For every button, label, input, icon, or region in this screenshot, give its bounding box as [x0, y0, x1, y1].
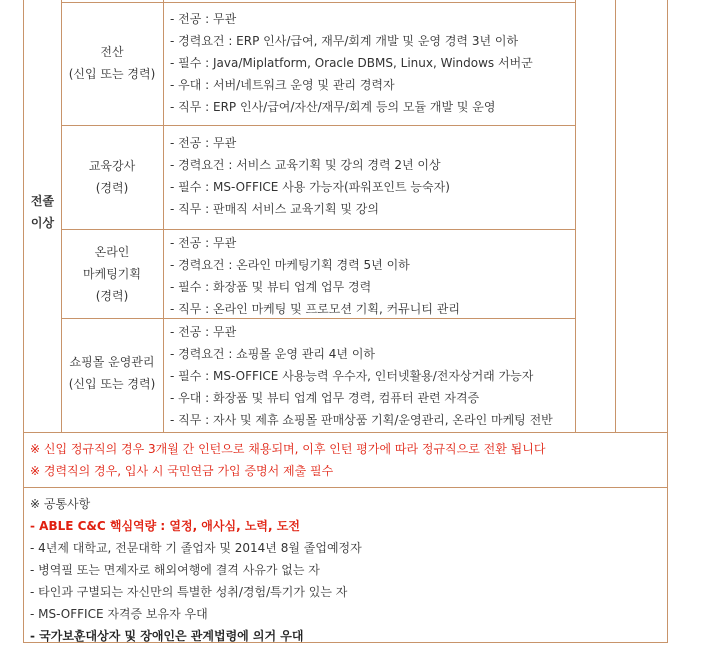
requirement-item: - 경력요건 : ERP 인사/급여, 재무/회계 개발 및 운영 경력 3년 이하 [170, 34, 519, 48]
divider [163, 0, 164, 432]
requirement-item: - 전공 : 무관 [170, 325, 237, 339]
position-title: 전산 [100, 45, 124, 59]
divider [61, 229, 576, 230]
position-label [62, 152, 162, 202]
common-heading: ※ 공통사항 [30, 497, 91, 511]
requirements-list [170, 132, 575, 220]
requirements-list [170, 8, 575, 118]
position-subtitle: (경력) [95, 181, 129, 195]
position-subtitle: (신입 또는 경력) [68, 377, 156, 391]
core-competency: - ABLE C&C 핵심역량 : 열정, 애사심, 노력, 도전 [30, 519, 300, 533]
notice-line: ※ 신입 정규직의 경우 3개월 간 인턴으로 채용되며, 이후 인턴 평가에 따라 정규직으로 전환 됩니다 [30, 442, 546, 456]
requirement-item: - 직무 : ERP 인사/급여/자산/재무/회계 등의 모듈 개발 및 운영 [170, 100, 496, 114]
notice-line: ※ 경력직의 경우, 입사 시 국민연금 가입 증명서 제출 필수 [30, 464, 334, 478]
divider [23, 487, 668, 488]
requirement-item: - 경력요건 : 온라인 마케팅기획 경력 5년 이하 [170, 258, 410, 272]
requirement-item: - 필수 : 화장품 및 뷰티 업계 업무 경력 [170, 280, 372, 294]
divider [575, 0, 576, 432]
common-item: - 병역필 또는 면제자로 해외여행에 결격 사유가 없는 자 [30, 563, 320, 577]
position-subtitle: (신입 또는 경력) [68, 67, 156, 81]
requirement-item: - 필수 : Java/Miplatform, Oracle DBMS, Linux, Windows 서버군 [170, 56, 533, 70]
requirement-item: - 우대 : 서버/네트워크 운영 및 관리 경력자 [170, 78, 395, 92]
position-label [62, 38, 162, 88]
position-subtitle: (경력) [95, 289, 129, 303]
requirement-item: - 직무 : 판매직 서비스 교육기획 및 강의 [170, 202, 379, 216]
veterans-preference: - 국가보훈대상자 및 장애인은 관계법령에 의거 우대 [30, 629, 304, 643]
common-item: - 타인과 구별되는 자신만의 특별한 성취/경험/특기가 있는 자 [30, 585, 348, 599]
requirement-item: - 직무 : 온라인 마케팅 및 프로모션 기획, 커뮤니티 관리 [170, 302, 460, 316]
requirement-item: - 경력요건 : 쇼핑몰 운영 관리 4년 이하 [170, 347, 375, 361]
requirement-item: - 우대 : 화장품 및 뷰티 업계 업무 경력, 컴퓨터 관련 자격증 [170, 391, 480, 405]
education-level-line: 전졸 [30, 194, 55, 208]
requirements-list [170, 232, 575, 320]
divider [61, 2, 576, 3]
education-level-label [24, 190, 61, 234]
requirement-item: - 직무 : 자사 및 제휴 쇼핑몰 판매상품 기획/운영관리, 온라인 마케팅 전반 [170, 413, 553, 427]
position-title: 쇼핑몰 운영관리 [69, 355, 155, 369]
divider [61, 125, 576, 126]
requirement-item: - 전공 : 무관 [170, 12, 237, 26]
requirement-item: - 필수 : MS-OFFICE 사용능력 우수자, 인터넷활용/전자상거래 가능자 [170, 369, 534, 383]
position-title: 온라인 마케팅기획 [83, 245, 141, 281]
requirement-item: - 전공 : 무관 [170, 236, 237, 250]
divider [23, 432, 668, 433]
position-label [62, 348, 162, 398]
common-item: - MS-OFFICE 자격증 보유자 우대 [30, 607, 208, 621]
divider [615, 0, 616, 432]
position-title: 교육강사 [88, 159, 136, 173]
common-requirements [30, 493, 660, 647]
requirement-item: - 경력요건 : 서비스 교육기획 및 강의 경력 2년 이상 [170, 158, 441, 172]
education-level-line: 이상 [30, 216, 55, 230]
position-label [62, 238, 162, 310]
requirements-list [170, 321, 575, 431]
requirement-item: - 전공 : 무관 [170, 136, 237, 150]
common-item: - 4년제 대학교, 전문대학 기 졸업자 및 2014년 8월 졸업예정자 [30, 541, 362, 555]
requirement-item: - 필수 : MS-OFFICE 사용 가능자(파워포인트 능숙자) [170, 180, 450, 194]
